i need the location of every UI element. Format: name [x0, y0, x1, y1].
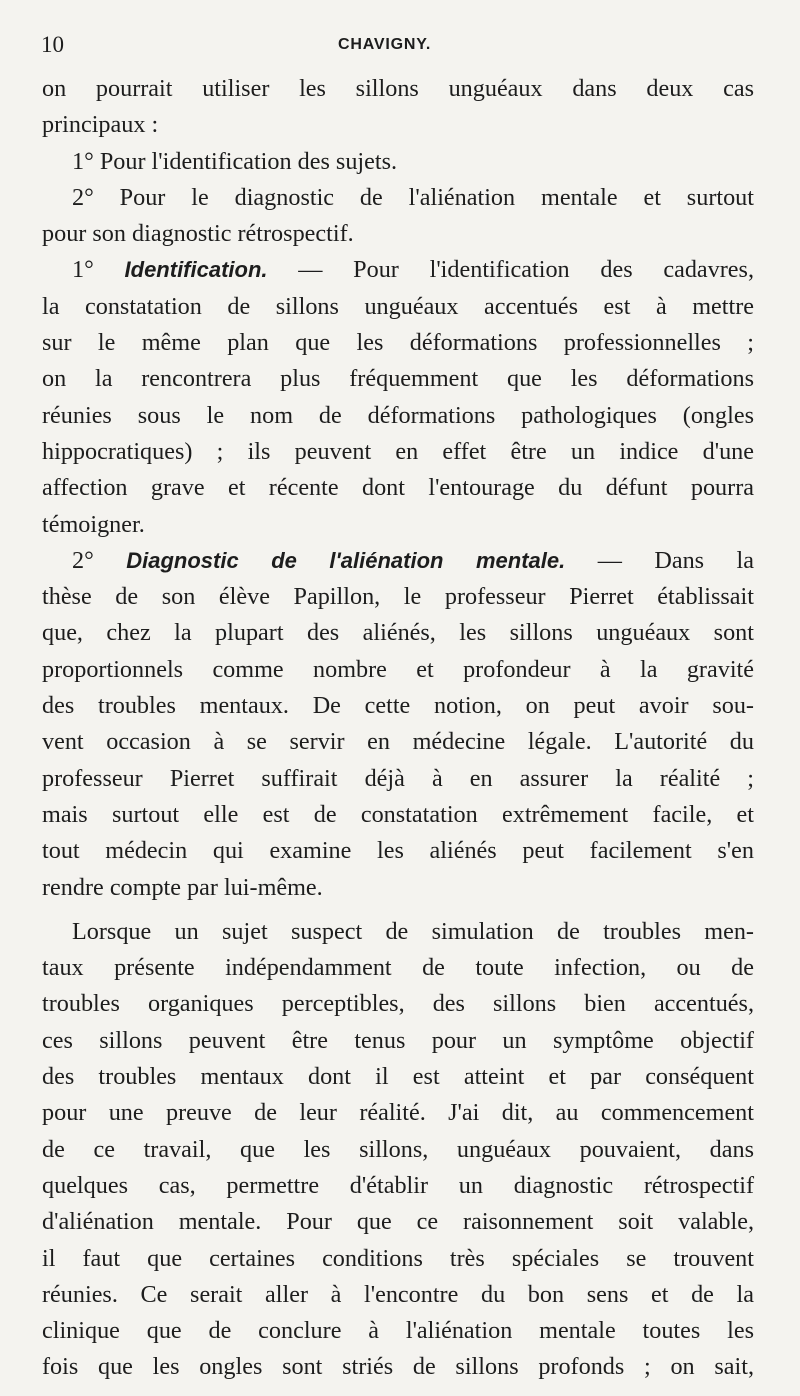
text-line: réunies. Ce serait aller à l'encontre du bon sens et de la	[42, 1280, 754, 1308]
text-line: que, chez la plupart des aliénés, les sillons unguéaux sont	[42, 619, 754, 647]
text-line: il faut que certaines conditions très spéciales se trouvent	[42, 1244, 754, 1272]
body-text	[42, 71, 754, 1386]
section-line-identification	[42, 252, 754, 288]
text-line: affection grave et récente dont l'entourage du défunt pourra	[42, 474, 754, 502]
list-item: 2° Pour le diagnostic de l'aliénation mentale et surtout	[72, 183, 754, 211]
text-line: proportionnels comme nombre et profondeur à la gravité	[42, 655, 754, 683]
section-heading-diagnostic: Diagnostic de l'aliénation mentale.	[126, 547, 566, 573]
section-text: — Pour l'identification des cadavres,	[267, 256, 754, 284]
section-heading-identification: Identification.	[124, 257, 268, 283]
text-line: d'aliénation mentale. Pour que ce raisonnement soit valable,	[42, 1208, 754, 1236]
text-line: clinique que de conclure à l'aliénation mentale toutes les	[42, 1317, 754, 1345]
text-line: hippocratiques) ; ils peuvent en effet être un indice d'une	[42, 437, 754, 465]
paragraph-spacer	[42, 906, 754, 914]
text-line: fois que les ongles sont striés de sillons profonds ; on sait,	[42, 1353, 754, 1381]
list-item: 1° Pour l'identification des sujets.	[72, 147, 398, 175]
text-line: quelques cas, permettre d'établir un diagnostic rétrospectif	[42, 1171, 754, 1199]
text-line: rendre compte par lui-même.	[42, 873, 323, 901]
text-line: thèse de son élève Papillon, le professeur Pierret établissait	[42, 583, 754, 611]
text-line: principaux :	[42, 111, 159, 139]
text-line: de ce travail, que les sillons, unguéaux pouvaient, dans	[42, 1135, 754, 1163]
text-line: sur le même plan que les déformations professionnelles ;	[42, 329, 754, 357]
page-number: 10	[41, 32, 64, 57]
text-line: réunies sous le nom de déformations pathologiques (ongles	[42, 401, 754, 429]
section-line-diagnostic	[42, 543, 754, 579]
text-line: des troubles mentaux. De cette notion, on peut avoir sou-	[42, 692, 754, 720]
section-number: 1°	[72, 256, 125, 284]
section-number: 2°	[72, 546, 127, 574]
text-line: on la rencontrera plus fréquemment que les déformations	[42, 365, 754, 393]
section-text: — Dans la	[565, 546, 754, 574]
text-line: témoigner.	[42, 510, 145, 538]
paragraph-start: Lorsque un sujet suspect de simulation de troubles men-	[72, 917, 754, 945]
text-line: mais surtout elle est de constatation extrêmement facile, et	[42, 800, 754, 828]
text-line: vent occasion à se servir en médecine légale. L'autorité du	[42, 728, 754, 756]
text-line: des troubles mentaux dont il est atteint et par conséquent	[42, 1063, 754, 1091]
text-line: on pourrait utiliser les sillons unguéaux dans deux cas	[42, 75, 754, 102]
text-line: professeur Pierret suffirait déjà à en assurer la réalité ;	[42, 764, 754, 792]
running-head: CHAVIGNY.	[338, 36, 432, 53]
text-line: troubles organiques perceptibles, des sillons bien accentués,	[42, 990, 754, 1018]
text-line: pour son diagnostic rétrospectif.	[42, 220, 354, 248]
text-line: la constatation de sillons unguéaux accentués est à mettre	[42, 292, 754, 320]
text-line: tout médecin qui examine les aliénés peut facilement s'en	[42, 837, 754, 865]
text-line: ces sillons peuvent être tenus pour un symptôme objectif	[42, 1026, 754, 1054]
text-line: pour une preuve de leur réalité. J'ai dit, au commencement	[42, 1099, 754, 1127]
text-line: taux présente indépendamment de toute infection, ou de	[42, 954, 754, 982]
